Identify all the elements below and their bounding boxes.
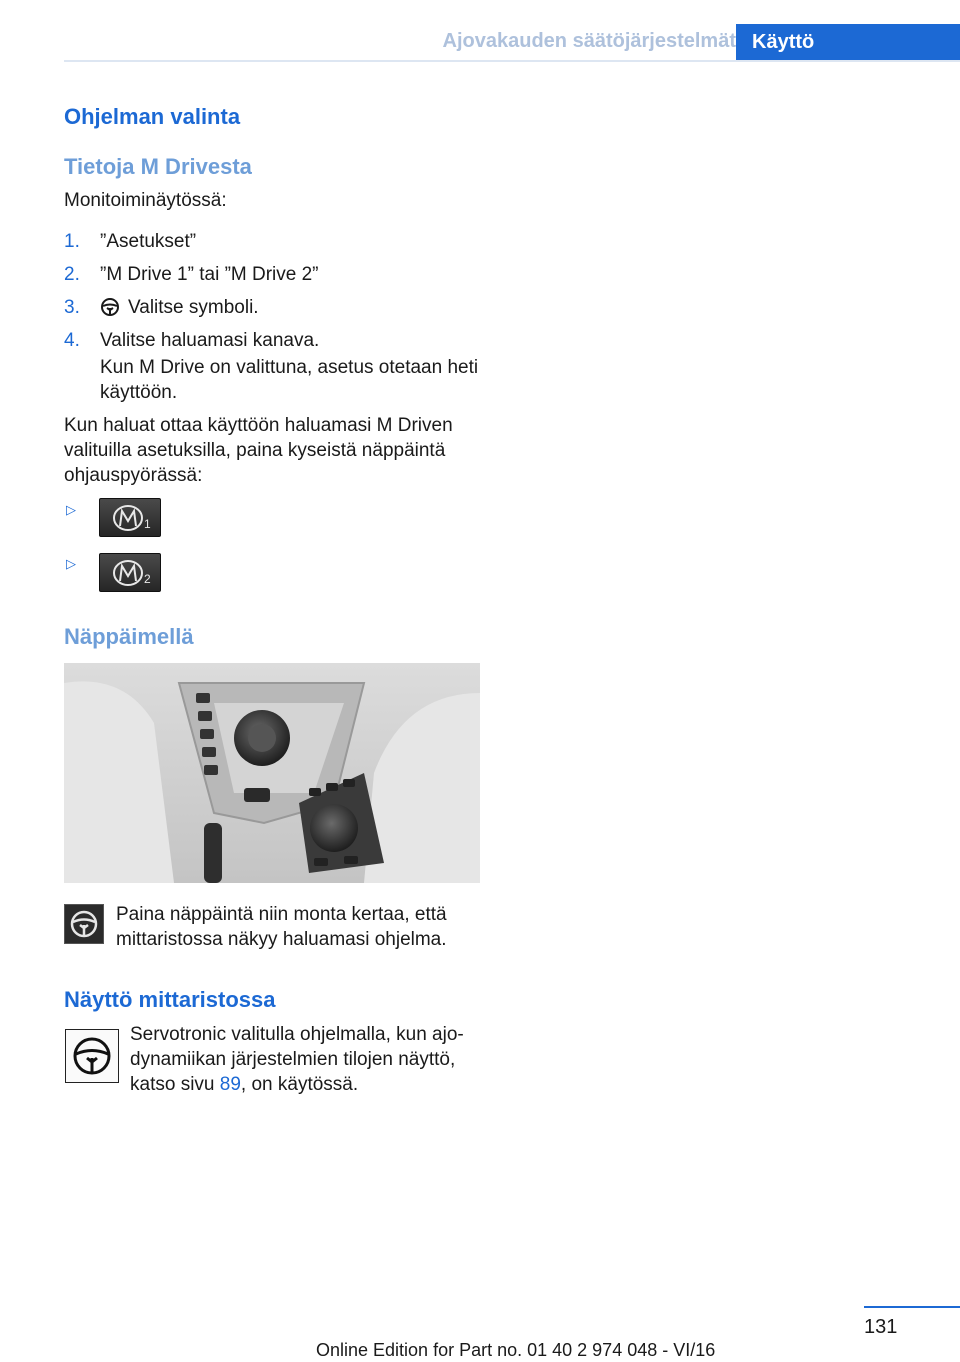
display-text-start: Servotronic valitulla ohjelmalla, kun ajo-dynamiikan järjestelmien tilojen näyttö, katso sivu <box>130 1024 464 1095</box>
intro-text: Monitoiminäytössä: <box>64 190 227 211</box>
m1-button-image <box>99 498 161 537</box>
steering-wheel-display-image <box>65 1029 119 1083</box>
m1-digit: 1 <box>144 517 151 531</box>
m2-button-image <box>99 553 161 592</box>
m2-digit: 2 <box>144 572 151 586</box>
button-instruction: Paina näppäintä niin monta kertaa, että mittaristossa näkyy haluamasi ohjelma. <box>116 904 447 950</box>
step-number: 1. <box>64 231 80 252</box>
step-text-wrap <box>100 295 490 320</box>
m2-icon <box>100 554 162 593</box>
step-text: Valitse symboli. <box>128 297 259 318</box>
step-text: ”M Drive 1” tai ”M Drive 2” <box>100 264 319 285</box>
step-4-note: Kun M Drive on valittuna, asetus otetaan heti käyttöön. <box>100 357 479 403</box>
header-divider <box>64 60 960 62</box>
page-number: 131 <box>864 1316 898 1338</box>
heading-about-mdrive: Tietoja M Drivesta <box>64 154 252 179</box>
footer-divider <box>864 1306 960 1308</box>
bullet-marker: ▷ <box>66 502 76 517</box>
step-number: 4. <box>64 330 80 351</box>
step-text: Valitse haluamasi kanava. <box>100 330 320 351</box>
step-number: 2. <box>64 264 80 285</box>
steering-wheel-icon <box>65 905 103 943</box>
display-text <box>130 1022 480 1097</box>
heading-instrument-display: Näyttö mittaristossa <box>64 987 276 1012</box>
header-section-title: Ajovakauden säätöjärjestelmät <box>442 30 736 52</box>
step-number: 3. <box>64 297 80 318</box>
activate-text: Kun haluat ottaa käyttöön haluamasi M Driven valituilla asetuksilla, paina kyseistä näppäintä ohjauspyörässä: <box>64 415 453 486</box>
display-text-end: , on käytössä. <box>240 1074 359 1095</box>
edition-info: Online Edition for Part no. 01 40 2 974 048 - VI/16 <box>316 1340 716 1360</box>
steering-wheel-button-image <box>64 904 104 944</box>
center-console-illustration <box>64 663 480 883</box>
steering-wheel-icon <box>66 1030 118 1082</box>
center-console-photo <box>64 663 480 883</box>
heading-program-selection: Ohjelman valinta <box>64 104 241 129</box>
header-chapter-tab: Käyttö <box>736 24 960 62</box>
bullet-marker: ▷ <box>66 556 76 571</box>
m1-icon <box>100 499 162 538</box>
steering-wheel-icon <box>100 297 120 317</box>
page-reference-link[interactable]: 89 <box>219 1074 241 1095</box>
heading-by-button: Näppäimellä <box>64 624 194 649</box>
step-text: ”Asetukset” <box>100 231 197 252</box>
